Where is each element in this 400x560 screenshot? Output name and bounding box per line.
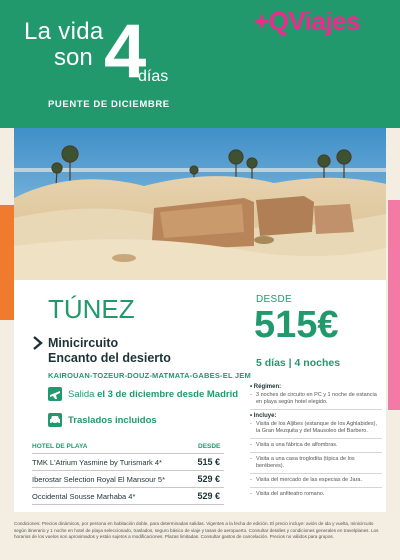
details-divider <box>250 438 382 439</box>
departure-info <box>68 389 238 400</box>
incluye-item: - Visita del anfiteatro romano. <box>250 491 382 498</box>
plane-icon <box>48 387 62 401</box>
price-value: 515€ <box>254 304 339 346</box>
incluye-item: - Visita del mercado de las especias de Jara. <box>250 477 382 484</box>
table-divider <box>32 504 224 505</box>
details-divider <box>250 487 382 488</box>
desert-photo <box>14 128 386 280</box>
regimen-text: - 3 noches de circuito en PC y 1 noche de estancia en playa según hotel elegido. <box>250 392 382 406</box>
incluye-item: - Visita a una casa troglodita (típica de los beréberes). <box>250 456 382 470</box>
details-divider <box>250 409 382 410</box>
header-banner <box>0 0 400 128</box>
details-divider <box>250 473 382 474</box>
details-divider <box>250 452 382 453</box>
chevron-right-icon <box>32 336 44 350</box>
destination-title: TÚNEZ <box>48 294 135 324</box>
brand-logo[interactable]: +QViajes <box>254 6 361 36</box>
circuit-title-line1: Minicircuito <box>48 336 119 350</box>
hotel-price: 529 € <box>197 474 220 484</box>
route-cities: KAIROUAN-TOZEUR-DOUZ-MATMATA-GABES-EL JEM <box>48 371 251 380</box>
header-subtitle: PUENTE DE DICIEMBRE <box>48 99 170 110</box>
headline-line1: La vida <box>24 18 104 45</box>
car-icon <box>48 413 62 427</box>
headline-number: 4 <box>104 9 147 94</box>
right-accent-bar <box>388 200 400 410</box>
hotel-row[interactable] <box>32 453 224 471</box>
departure-prefix: Salida <box>68 389 95 400</box>
hotel-name: Iberostar Selection Royal El Mansour 5* <box>32 475 165 484</box>
headline-days: días <box>138 68 169 85</box>
incluye-item: - Visita de los Aljibes (estanque de los Aghlabides), la Gran Mezquita y del Mausoleo del Barbero. <box>250 421 382 435</box>
trip-details <box>250 384 382 498</box>
hotel-price: 515 € <box>197 457 220 467</box>
price-desde-label: DESDE <box>256 294 292 305</box>
circuit-title-line2: Encanto del desierto <box>48 351 171 365</box>
price-column-header: DESDE <box>198 443 221 450</box>
headline-line2: son <box>54 44 93 71</box>
hotel-row[interactable] <box>32 470 224 488</box>
departure-date: el 3 de diciembre desde Madrid <box>97 389 239 400</box>
offer-card <box>14 280 386 512</box>
incluye-item: - Visita a una fábrica de alfombras. <box>250 442 382 449</box>
transfers-info: Traslados incluidos <box>68 415 157 426</box>
hotel-row[interactable] <box>32 487 224 505</box>
hotel-column-header: HOTEL DE PLAYA <box>32 443 88 450</box>
incluye-heading: • Incluye: <box>250 413 277 419</box>
left-accent-bar <box>0 205 14 320</box>
legal-conditions: Condiciones: Precios dinámicos, por persona en habitación doble, para determinadas salidas. Vigentes a la fecha de edición. El precio incluye: avión de ida y vuelta, minicircuito según itinerario y 1 noche en hotel de playa seleccionado, traslados, seguro básico de viaje y tasas de aeropuerto. Consultar detalles y condiciones generales en travelplanes. Los horarios de los vuelos son aproximados y están sujetos a modificaciones. Plazas limitadas. Consultar gastos de cancelación. Precios no válidos para grupos. <box>14 521 379 539</box>
hotel-price: 529 € <box>197 491 220 501</box>
trip-duration: 5 días | 4 noches <box>256 357 341 369</box>
hotel-name: Occidental Sousse Marhaba 4* <box>32 492 136 501</box>
hotel-name: TMK L'Atrium Yasmine by Turismark 4* <box>32 458 162 467</box>
regimen-heading: • Régimen: <box>250 384 282 390</box>
